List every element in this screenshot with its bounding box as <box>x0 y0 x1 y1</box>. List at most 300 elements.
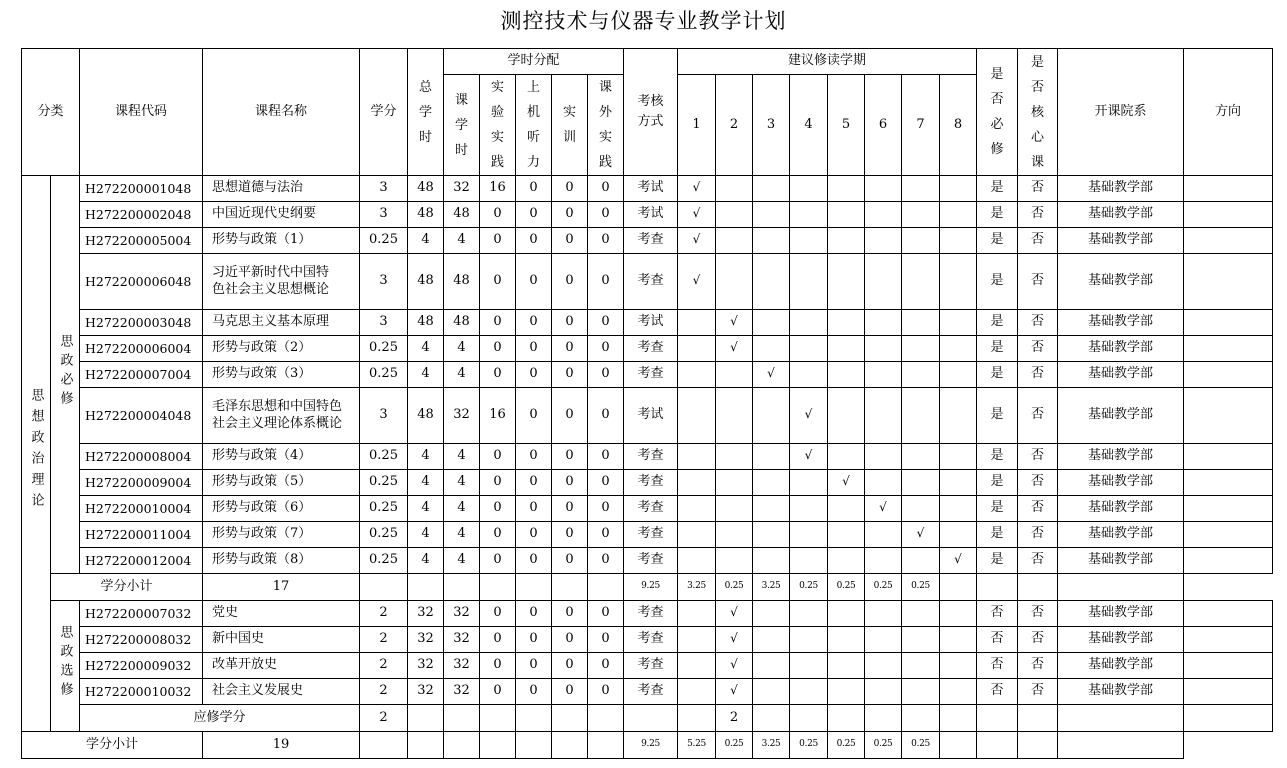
course-name <box>203 388 360 444</box>
semester-5-cell <box>828 336 865 362</box>
semester-8-cell <box>940 228 977 254</box>
course-row <box>22 679 1273 705</box>
elective-required-row <box>22 705 1273 732</box>
course-credits: 3 <box>360 310 408 336</box>
course-total-hours: 48 <box>408 310 444 336</box>
semester-5-cell <box>828 254 865 310</box>
total-subtotal-row-credits: 19 <box>203 732 360 759</box>
course-name: 思想道德与法治 <box>203 176 360 202</box>
semester-1-cell <box>678 679 716 705</box>
semester-8-cell <box>940 522 977 548</box>
empty-cell <box>360 574 408 601</box>
course-extra-hours: 0 <box>588 496 624 522</box>
header-semester-4: 4 <box>790 75 828 176</box>
header-exam-method-line1: 考核 <box>637 94 664 109</box>
semester-1-cell <box>678 176 716 202</box>
course-required-flag: 是 <box>977 548 1018 574</box>
course-direction <box>1184 470 1273 496</box>
course-department: 基础教学部 <box>1058 653 1184 679</box>
course-direction <box>1184 254 1273 310</box>
course-computer-hours: 0 <box>516 388 552 444</box>
course-lecture-hours: 48 <box>444 202 480 228</box>
course-training-hours: 0 <box>552 228 588 254</box>
semester-2-cell <box>716 254 753 310</box>
semester-4-subtotal: 3.25 <box>753 732 790 759</box>
course-direction <box>1184 522 1273 548</box>
course-required-flag: 是 <box>977 470 1018 496</box>
check-mark: √ <box>804 448 813 463</box>
header-computer-hours <box>516 75 552 176</box>
semester-1-cell <box>678 548 716 574</box>
required-subtotal-row <box>22 574 1273 601</box>
course-lab-hours: 0 <box>480 601 516 627</box>
semester-8-cell <box>940 601 977 627</box>
semester-5-cell <box>828 548 865 574</box>
course-credits: 3 <box>360 176 408 202</box>
semester-2-cell <box>716 548 753 574</box>
course-core-flag: 否 <box>1018 202 1058 228</box>
course-required-flag: 是 <box>977 522 1018 548</box>
course-required-flag: 是 <box>977 310 1018 336</box>
header-semester-3: 3 <box>753 75 790 176</box>
check-mark: √ <box>730 340 738 355</box>
course-row <box>22 522 1273 548</box>
semester-1-cell <box>678 470 716 496</box>
empty-cell <box>552 574 588 601</box>
semester-5-cell <box>828 470 865 496</box>
header-lecture-hours-text: 课 学 时 <box>454 92 468 158</box>
semester-6-cell <box>865 254 902 310</box>
course-exam-method: 考查 <box>624 228 678 254</box>
course-core-flag: 否 <box>1018 653 1058 679</box>
header-category: 分类 <box>22 49 80 176</box>
semester-6-cell <box>865 176 902 202</box>
course-code: H272200005004 <box>80 228 203 254</box>
course-code: H272200006004 <box>80 336 203 362</box>
category-sub-required-label: 思政必修 <box>57 333 73 410</box>
check-mark: √ <box>730 314 738 329</box>
semester-4-cell <box>790 470 828 496</box>
course-core-flag: 否 <box>1018 310 1058 336</box>
course-code: H272200007032 <box>80 601 203 627</box>
header-training-hours-text: 实 训 <box>562 105 576 145</box>
semester-5-cell <box>828 522 865 548</box>
course-name-line1: 习近平新时代中国特 <box>212 265 330 281</box>
course-extra-hours: 0 <box>588 228 624 254</box>
course-required-flag: 是 <box>977 388 1018 444</box>
course-training-hours: 0 <box>552 310 588 336</box>
empty-cell <box>480 732 516 759</box>
semester-4-cell <box>790 362 828 388</box>
semester-3-cell <box>753 705 790 732</box>
course-row <box>22 254 1273 310</box>
course-name-line2: 色社会主义思想概论 <box>212 281 330 297</box>
semester-2-subtotal: 3.25 <box>678 574 716 601</box>
course-lab-hours: 0 <box>480 653 516 679</box>
semester-1-cell <box>678 228 716 254</box>
course-required-flag: 是 <box>977 254 1018 310</box>
course-credits: 0.25 <box>360 496 408 522</box>
semester-2-cell <box>716 176 753 202</box>
course-core-flag: 否 <box>1018 601 1058 627</box>
course-core-flag: 否 <box>1018 627 1058 653</box>
check-mark: √ <box>842 474 850 489</box>
course-direction <box>1184 310 1273 336</box>
course-department: 基础教学部 <box>1058 679 1184 705</box>
check-mark: √ <box>730 657 738 672</box>
course-department: 基础教学部 <box>1058 254 1184 310</box>
semester-1-cell <box>678 705 716 732</box>
check-mark: √ <box>916 526 925 541</box>
semester-8-cell <box>940 496 977 522</box>
header-training-hours <box>552 75 588 176</box>
course-row <box>22 362 1273 388</box>
semester-3-cell <box>753 176 790 202</box>
semester-3-cell <box>753 254 790 310</box>
semester-2-cell <box>716 679 753 705</box>
course-row <box>22 548 1273 574</box>
course-direction <box>1184 202 1273 228</box>
empty-cell <box>1018 705 1058 732</box>
semester-2-subtotal: 5.25 <box>678 732 716 759</box>
header-lab-hours <box>480 75 516 176</box>
course-lecture-hours: 4 <box>444 228 480 254</box>
check-mark: √ <box>954 552 962 567</box>
course-credits: 3 <box>360 254 408 310</box>
course-code: H272200007004 <box>80 362 203 388</box>
course-total-hours: 32 <box>408 679 444 705</box>
course-computer-hours: 0 <box>516 362 552 388</box>
course-exam-method: 考查 <box>624 336 678 362</box>
semester-7-cell <box>902 548 940 574</box>
course-name: 形势与政策（3） <box>203 362 360 388</box>
semester-2-cell <box>716 470 753 496</box>
semester-7-cell <box>902 310 940 336</box>
course-code: H272200002048 <box>80 202 203 228</box>
course-credits: 3 <box>360 202 408 228</box>
course-row <box>22 202 1273 228</box>
empty-cell <box>1058 574 1184 601</box>
course-core-flag: 否 <box>1018 254 1058 310</box>
semester-1-cell <box>678 522 716 548</box>
category-sub-required <box>51 176 80 574</box>
elective-required-credits: 2 <box>360 705 408 732</box>
course-required-flag: 是 <box>977 362 1018 388</box>
course-credits: 0.25 <box>360 470 408 496</box>
course-required-flag: 否 <box>977 601 1018 627</box>
course-training-hours: 0 <box>552 176 588 202</box>
course-computer-hours: 0 <box>516 254 552 310</box>
course-exam-method: 考查 <box>624 496 678 522</box>
course-department: 基础教学部 <box>1058 228 1184 254</box>
semester-7-cell <box>902 653 940 679</box>
semester-1-cell <box>678 362 716 388</box>
semester-3-cell <box>753 496 790 522</box>
course-lecture-hours: 32 <box>444 176 480 202</box>
course-training-hours: 0 <box>552 548 588 574</box>
course-extra-hours: 0 <box>588 362 624 388</box>
semester-6-cell <box>865 548 902 574</box>
course-code: H272200009032 <box>80 653 203 679</box>
semester-8-cell <box>940 470 977 496</box>
course-total-hours: 4 <box>408 548 444 574</box>
course-lab-hours: 0 <box>480 310 516 336</box>
semester-7-cell <box>902 444 940 470</box>
header-computer-hours-text: 上 机 听 力 <box>526 80 540 170</box>
course-name-line2: 社会主义理论体系概论 <box>212 415 343 431</box>
course-row <box>22 336 1273 362</box>
course-name: 改革开放史 <box>203 653 360 679</box>
course-name: 中国近现代史纲要 <box>203 202 360 228</box>
course-direction <box>1184 176 1273 202</box>
category-main-label: 思想政治理论 <box>28 387 44 514</box>
course-credits: 0.25 <box>360 362 408 388</box>
course-direction <box>1184 444 1273 470</box>
course-lab-hours: 16 <box>480 176 516 202</box>
semester-4-cell <box>790 176 828 202</box>
course-computer-hours: 0 <box>516 627 552 653</box>
course-extra-hours: 0 <box>588 202 624 228</box>
header-course-name: 课程名称 <box>203 49 360 176</box>
course-core-flag: 否 <box>1018 362 1058 388</box>
semester-3-subtotal: 0.25 <box>716 732 753 759</box>
course-exam-method: 考试 <box>624 176 678 202</box>
semester-8-cell <box>940 705 977 732</box>
course-name: 形势与政策（6） <box>203 496 360 522</box>
course-exam-method: 考查 <box>624 470 678 496</box>
course-required-flag: 是 <box>977 336 1018 362</box>
check-mark: √ <box>692 232 701 247</box>
header-extra-hours <box>588 75 624 176</box>
semester-2-cell <box>716 522 753 548</box>
course-name: 形势与政策（1） <box>203 228 360 254</box>
semester-1-cell <box>678 388 716 444</box>
empty-cell <box>940 732 977 759</box>
header-semester-5: 5 <box>828 75 865 176</box>
semester-3-subtotal: 0.25 <box>716 574 753 601</box>
course-code: H272200006048 <box>80 254 203 310</box>
course-training-hours: 0 <box>552 362 588 388</box>
course-extra-hours: 0 <box>588 627 624 653</box>
course-row <box>22 601 1273 627</box>
semester-3-cell <box>753 310 790 336</box>
course-direction <box>1184 627 1273 653</box>
semester-6-cell <box>865 362 902 388</box>
semester-6-cell <box>865 202 902 228</box>
course-core-flag: 否 <box>1018 228 1058 254</box>
course-credits: 0.25 <box>360 228 408 254</box>
semester-4-cell <box>790 444 828 470</box>
course-direction <box>1184 496 1273 522</box>
semester-7-cell <box>902 627 940 653</box>
semester-6-cell <box>865 522 902 548</box>
course-exam-method: 考试 <box>624 310 678 336</box>
course-computer-hours: 0 <box>516 496 552 522</box>
semester-7-cell <box>902 496 940 522</box>
course-total-hours: 32 <box>408 627 444 653</box>
semester-3-cell <box>753 202 790 228</box>
course-total-hours: 4 <box>408 444 444 470</box>
semester-8-cell <box>940 627 977 653</box>
course-code: H272200009004 <box>80 470 203 496</box>
category-sub-elective-label: 思政选修 <box>57 625 73 702</box>
header-credits: 学分 <box>360 49 408 176</box>
empty-cell <box>360 732 408 759</box>
course-extra-hours: 0 <box>588 310 624 336</box>
course-lecture-hours: 32 <box>444 627 480 653</box>
course-required-flag: 是 <box>977 228 1018 254</box>
course-direction <box>1184 548 1273 574</box>
empty-cell <box>624 705 678 732</box>
course-extra-hours: 0 <box>588 679 624 705</box>
semester-2-cell <box>716 202 753 228</box>
course-computer-hours: 0 <box>516 444 552 470</box>
empty-cell <box>940 574 977 601</box>
semester-6-cell <box>865 705 902 732</box>
course-department: 基础教学部 <box>1058 388 1184 444</box>
course-exam-method: 考查 <box>624 254 678 310</box>
course-name: 党史 <box>203 601 360 627</box>
course-core-flag: 否 <box>1018 388 1058 444</box>
semester-3-cell <box>753 601 790 627</box>
empty-cell <box>1184 705 1273 732</box>
header-total-hours <box>408 49 444 176</box>
course-direction <box>1184 336 1273 362</box>
semester-3-cell <box>753 522 790 548</box>
semester-6-cell <box>865 653 902 679</box>
header-semester-7: 7 <box>902 75 940 176</box>
semester-7-cell <box>902 254 940 310</box>
empty-cell <box>977 574 1018 601</box>
semester-2-cell <box>716 362 753 388</box>
course-name: 形势与政策（4） <box>203 444 360 470</box>
table-header <box>22 49 1273 176</box>
semester-1-cell <box>678 444 716 470</box>
empty-cell <box>1018 732 1058 759</box>
semester-1-subtotal: 9.25 <box>624 732 678 759</box>
course-lecture-hours: 48 <box>444 254 480 310</box>
header-required-flag-text: 是 否 必 修 <box>990 67 1004 157</box>
course-lecture-hours: 4 <box>444 362 480 388</box>
empty-cell <box>444 705 480 732</box>
course-total-hours: 4 <box>408 522 444 548</box>
empty-cell <box>444 732 480 759</box>
course-code: H272200012004 <box>80 548 203 574</box>
semester-2-cell <box>716 228 753 254</box>
semester-8-cell <box>940 176 977 202</box>
semester-2-required: 2 <box>716 705 753 732</box>
course-computer-hours: 0 <box>516 653 552 679</box>
semester-6-cell <box>865 388 902 444</box>
semester-3-cell <box>753 470 790 496</box>
course-code: H272200010004 <box>80 496 203 522</box>
semester-4-cell <box>790 653 828 679</box>
required-subtotal-row-label: 学分小计 <box>51 574 203 601</box>
course-lecture-hours: 32 <box>444 601 480 627</box>
course-training-hours: 0 <box>552 601 588 627</box>
semester-4-cell <box>790 496 828 522</box>
course-total-hours: 48 <box>408 254 444 310</box>
semester-5-cell <box>828 176 865 202</box>
empty-cell <box>552 705 588 732</box>
header-course-code: 课程代码 <box>80 49 203 176</box>
header-lecture-hours <box>444 75 480 176</box>
semester-6-subtotal: 0.25 <box>828 574 865 601</box>
semester-7-subtotal: 0.25 <box>865 574 902 601</box>
semester-1-cell <box>678 496 716 522</box>
teaching-plan-table <box>21 48 1273 759</box>
semester-7-cell <box>902 388 940 444</box>
semester-2-cell <box>716 388 753 444</box>
semester-6-cell <box>865 228 902 254</box>
header-semester-6: 6 <box>865 75 902 176</box>
semester-8-cell <box>940 388 977 444</box>
header-semesters: 建议修读学期 <box>678 49 977 75</box>
course-credits: 2 <box>360 679 408 705</box>
course-lab-hours: 0 <box>480 679 516 705</box>
semester-4-cell <box>790 254 828 310</box>
semester-5-cell <box>828 705 865 732</box>
course-training-hours: 0 <box>552 496 588 522</box>
semester-3-cell <box>753 228 790 254</box>
semester-3-cell <box>753 362 790 388</box>
course-extra-hours: 0 <box>588 176 624 202</box>
semester-4-cell <box>790 202 828 228</box>
course-computer-hours: 0 <box>516 176 552 202</box>
course-required-flag: 是 <box>977 202 1018 228</box>
course-code: H272200011004 <box>80 522 203 548</box>
empty-cell <box>480 574 516 601</box>
course-exam-method: 考试 <box>624 388 678 444</box>
course-required-flag: 是 <box>977 444 1018 470</box>
semester-7-cell <box>902 679 940 705</box>
course-lecture-hours: 4 <box>444 444 480 470</box>
semester-7-cell <box>902 176 940 202</box>
semester-4-cell <box>790 548 828 574</box>
header-lab-hours-text: 实 验 实 践 <box>490 80 504 170</box>
course-core-flag: 否 <box>1018 679 1058 705</box>
semester-8-cell <box>940 336 977 362</box>
semester-5-cell <box>828 653 865 679</box>
course-core-flag: 否 <box>1018 548 1058 574</box>
course-computer-hours: 0 <box>516 601 552 627</box>
empty-cell <box>588 574 624 601</box>
course-credits: 2 <box>360 653 408 679</box>
course-row <box>22 176 1273 202</box>
semester-2-cell <box>716 601 753 627</box>
empty-cell <box>1018 574 1058 601</box>
semester-3-cell <box>753 679 790 705</box>
semester-5-cell <box>828 601 865 627</box>
course-name: 形势与政策（8） <box>203 548 360 574</box>
course-lecture-hours: 4 <box>444 548 480 574</box>
semester-7-cell <box>902 470 940 496</box>
course-code: H272200003048 <box>80 310 203 336</box>
course-row <box>22 653 1273 679</box>
course-credits: 2 <box>360 601 408 627</box>
course-total-hours: 4 <box>408 336 444 362</box>
course-training-hours: 0 <box>552 444 588 470</box>
course-credits: 2 <box>360 627 408 653</box>
course-lab-hours: 0 <box>480 228 516 254</box>
semester-7-cell <box>902 601 940 627</box>
semester-2-cell <box>716 444 753 470</box>
course-department: 基础教学部 <box>1058 202 1184 228</box>
course-core-flag: 否 <box>1018 336 1058 362</box>
semester-6-cell <box>865 470 902 496</box>
semester-7-cell <box>902 362 940 388</box>
semester-8-cell <box>940 202 977 228</box>
